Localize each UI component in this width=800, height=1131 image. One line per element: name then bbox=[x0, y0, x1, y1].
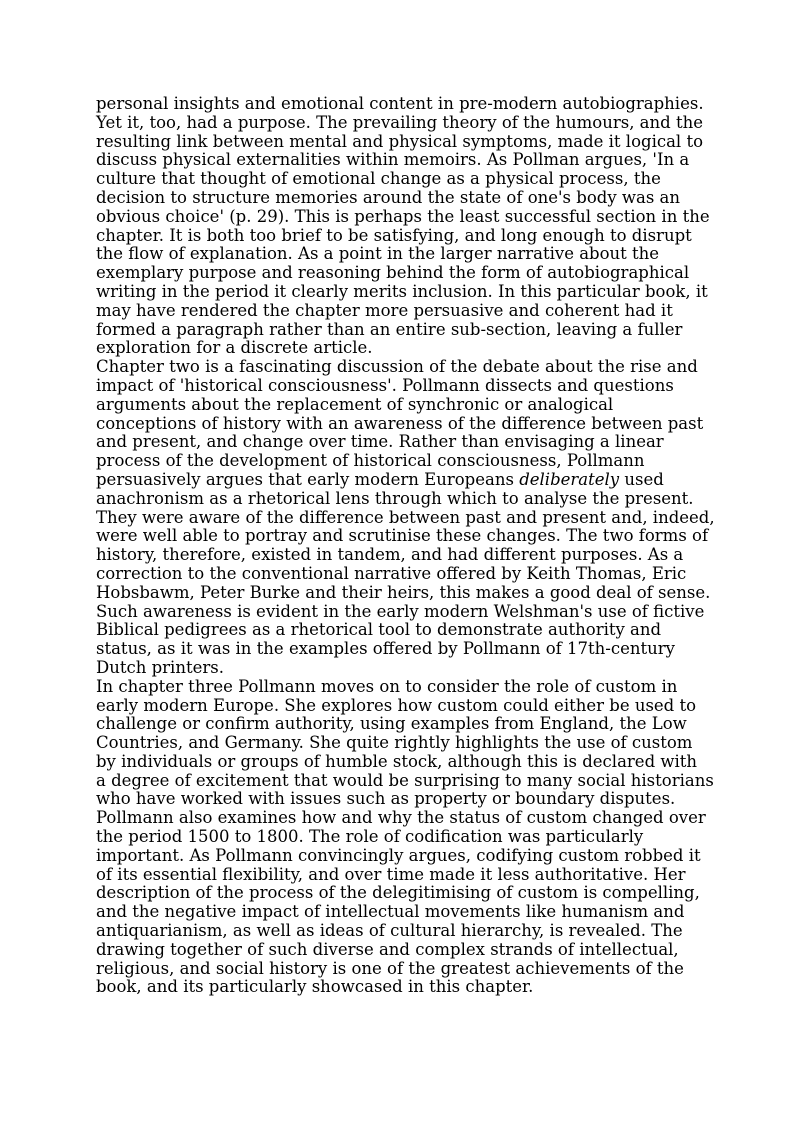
text-line: obvious choice' (p. 29). This is perhaps the least successful section in the bbox=[96, 206, 710, 226]
text-line: process of the development of historical consciousness, Pollmann bbox=[96, 451, 645, 471]
text-line: correction to the conventional narrative offered by Keith Thomas, Eric bbox=[96, 563, 687, 583]
text-run: used bbox=[619, 469, 664, 489]
text-line: status, as it was in the examples offered by Pollmann of 17th-century bbox=[96, 639, 675, 659]
text-line: Biblical pedigrees as a rhetorical tool to demonstrate authority and bbox=[96, 620, 662, 640]
text-line: and present, and change over time. Rather than envisaging a linear bbox=[96, 432, 664, 452]
text-line: Such awareness is evident in the early modern Welshman's use of fictive bbox=[96, 601, 705, 621]
emphasis-text: deliberately bbox=[519, 469, 620, 489]
text-line: arguments about the replacement of synchronic or analogical bbox=[96, 394, 614, 414]
text-run: persuasively argues that early modern Europeans bbox=[96, 469, 520, 489]
text-line: of its essential flexibility, and over time made it less authoritative. Her bbox=[96, 864, 686, 884]
text-line: important. As Pollmann convincingly argues, codifying custom robbed it bbox=[96, 845, 701, 865]
text-line: They were aware of the difference between past and present and, indeed, bbox=[96, 507, 715, 527]
text-line: early modern Europe. She explores how custom could either be used to bbox=[96, 695, 697, 715]
text-line: may have rendered the chapter more persuasive and coherent had it bbox=[96, 300, 673, 320]
text-line: Chapter two is a fascinating discussion of the debate about the rise and bbox=[96, 357, 698, 377]
text-line: decision to structure memories around the state of one's body was an bbox=[96, 187, 681, 207]
text-line: the period 1500 to 1800. The role of codification was particularly bbox=[96, 827, 644, 847]
text-line: discuss physical externalities within memoirs. As Pollman argues, 'In a bbox=[96, 150, 690, 170]
text-line: were well able to portray and scrutinise these changes. The two forms of bbox=[96, 526, 709, 546]
text-line: drawing together of such diverse and complex strands of intellectual, bbox=[96, 939, 679, 959]
text-line: anachronism as a rhetorical lens through which to analyse the present. bbox=[96, 488, 694, 508]
text-line: Yet it, too, had a purpose. The prevailing theory of the humours, and the bbox=[96, 112, 703, 132]
text-line: resulting link between mental and physical symptoms, made it logical to bbox=[96, 131, 704, 151]
paragraph-chapter-two bbox=[96, 358, 716, 678]
text-line: writing in the period it clearly merits inclusion. In this particular book, it bbox=[96, 281, 708, 301]
text-line: the flow of explanation. As a point in the larger narrative about the bbox=[96, 244, 660, 264]
text-line: by individuals or groups of humble stock, although this is declared with bbox=[96, 751, 698, 771]
text-line: a degree of excitement that would be surprising to many social historians bbox=[96, 770, 714, 790]
text-line: exploration for a discrete article. bbox=[96, 338, 373, 358]
text-line: conceptions of history with an awareness of the difference between past bbox=[96, 413, 704, 433]
paragraph-humours bbox=[96, 95, 716, 358]
text-line: who have worked with issues such as property or boundary disputes. bbox=[96, 789, 676, 809]
text-line-with-emphasis bbox=[96, 471, 716, 490]
text-line: Dutch printers. bbox=[96, 657, 224, 677]
text-line: Pollmann also examines how and why the status of custom changed over bbox=[96, 808, 706, 828]
text-line: challenge or confirm authority, using examples from England, the Low bbox=[96, 714, 687, 734]
text-line: book, and its particularly showcased in this chapter. bbox=[96, 977, 534, 997]
text-line: impact of 'historical consciousness'. Pollmann dissects and questions bbox=[96, 375, 674, 395]
text-line: formed a paragraph rather than an entire sub-section, leaving a fuller bbox=[96, 319, 683, 339]
text-line: exemplary purpose and reasoning behind the form of autobiographical bbox=[96, 263, 690, 283]
text-line: personal insights and emotional content in pre-modern autobiographies. bbox=[96, 94, 704, 113]
text-line: culture that thought of emotional change as a physical process, the bbox=[96, 169, 661, 189]
text-line: In chapter three Pollmann moves on to consider the role of custom in bbox=[96, 676, 678, 696]
text-line: history, therefore, existed in tandem, and had different purposes. As a bbox=[96, 545, 684, 565]
text-line: antiquarianism, as well as ideas of cultural hierarchy, is revealed. The bbox=[96, 921, 683, 941]
text-line: chapter. It is both too brief to be satisfying, and long enough to disrupt bbox=[96, 225, 692, 245]
document-page bbox=[96, 95, 716, 997]
text-line: religious, and social history is one of the greatest achievements of the bbox=[96, 958, 684, 978]
text-line: Countries, and Germany. She quite rightly highlights the use of custom bbox=[96, 733, 693, 753]
text-line: description of the process of the delegitimising of custom is compelling, bbox=[96, 883, 700, 903]
text-line: and the negative impact of intellectual movements like humanism and bbox=[96, 902, 685, 922]
text-line: Hobsbawm, Peter Burke and their heirs, this makes a good deal of sense. bbox=[96, 582, 711, 602]
paragraph-chapter-three bbox=[96, 678, 716, 998]
